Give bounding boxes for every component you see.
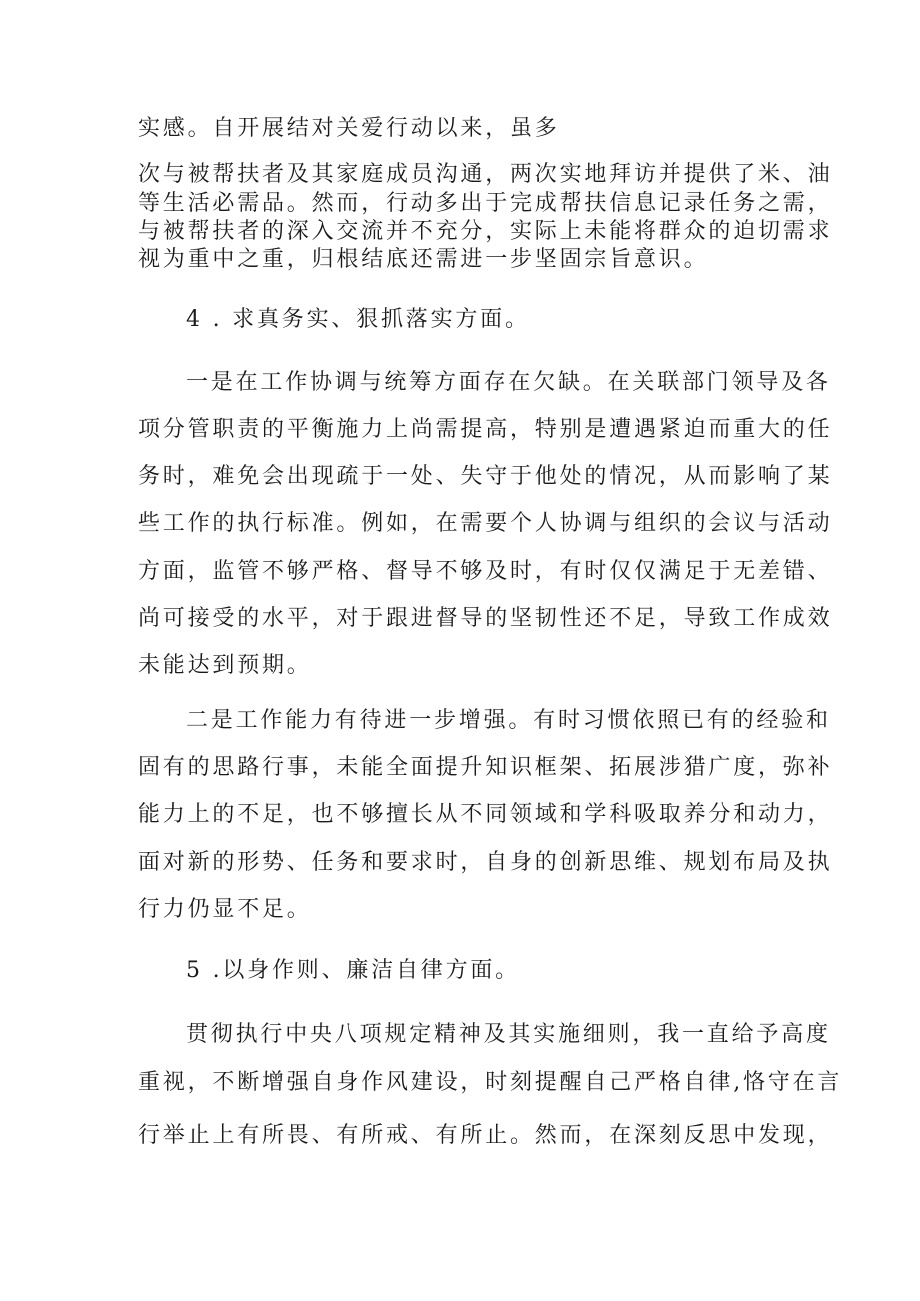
paragraph-line: 能力上的不足，也不够擅长从不同领域和学科吸取养分和动力，	[138, 802, 833, 827]
paragraph-line: 次与被帮扶者及其家庭成员沟通，两次实地拜访并提供了米、油	[138, 162, 833, 187]
paragraph-line: 重视，不断增强自身作风建设，时刻提醒自己严格自律,恪守在言	[138, 1070, 843, 1095]
section-heading-4: 4 . 求真务实、狠抓落实方面。	[186, 307, 530, 332]
paragraph-line: 固有的思路行事，未能全面提升知识框架、拓展涉猎广度，弥补	[138, 755, 833, 780]
paragraph-line: 面对新的形势、任务和要求时，自身的创新思维、规划布局及执	[138, 850, 833, 875]
paragraph-line: 视为重中之重，归根结底还需进一步坚固宗旨意识。	[138, 247, 709, 272]
paragraph-line: 尚可接受的水平，对于跟进督导的坚韧性还不足，导致工作成效	[138, 606, 833, 631]
paragraph-line: 项分管职责的平衡施力上尚需提高，特别是遭遇紧迫而重大的任	[138, 417, 833, 442]
paragraph-line: 等生活必需品。然而，行动多出于完成帮扶信息记录任务之需，	[138, 191, 833, 216]
paragraph-line: 行举止上有所畏、有所戒、有所止。然而，在深刻反思中发现，	[138, 1123, 833, 1148]
paragraph-line: 方面，监管不够严格、督导不够及时，有时仅仅满足于无差错、	[138, 559, 833, 584]
paragraph-line: 行力仍显不足。	[138, 897, 312, 922]
paragraph-line: 些工作的执行标准。例如，在需要个人协调与组织的会议与活动	[138, 511, 833, 536]
paragraph-line: 一是在工作协调与统筹方面存在欠缺。在关联部门领导及各	[186, 370, 831, 395]
paragraph-line: 实感。自开展结对关爱行动以来，虽多	[138, 116, 560, 141]
paragraph-line: 二是工作能力有待进一步增强。有时习惯依照已有的经验和	[186, 708, 831, 733]
paragraph-line: 贯彻执行中央八项规定精神及其实施细则，我一直给予高度	[186, 1022, 831, 1047]
paragraph-line: 与被帮扶者的深入交流并不充分，实际上未能将群众的迫切需求	[138, 219, 833, 244]
paragraph-line: 未能达到预期。	[138, 653, 312, 678]
section-heading-5: 5 .以身作则、廉洁自律方面。	[186, 958, 520, 983]
paragraph-line: 务时，难免会出现疏于一处、失守于他处的情况，从而影响了某	[138, 464, 833, 489]
